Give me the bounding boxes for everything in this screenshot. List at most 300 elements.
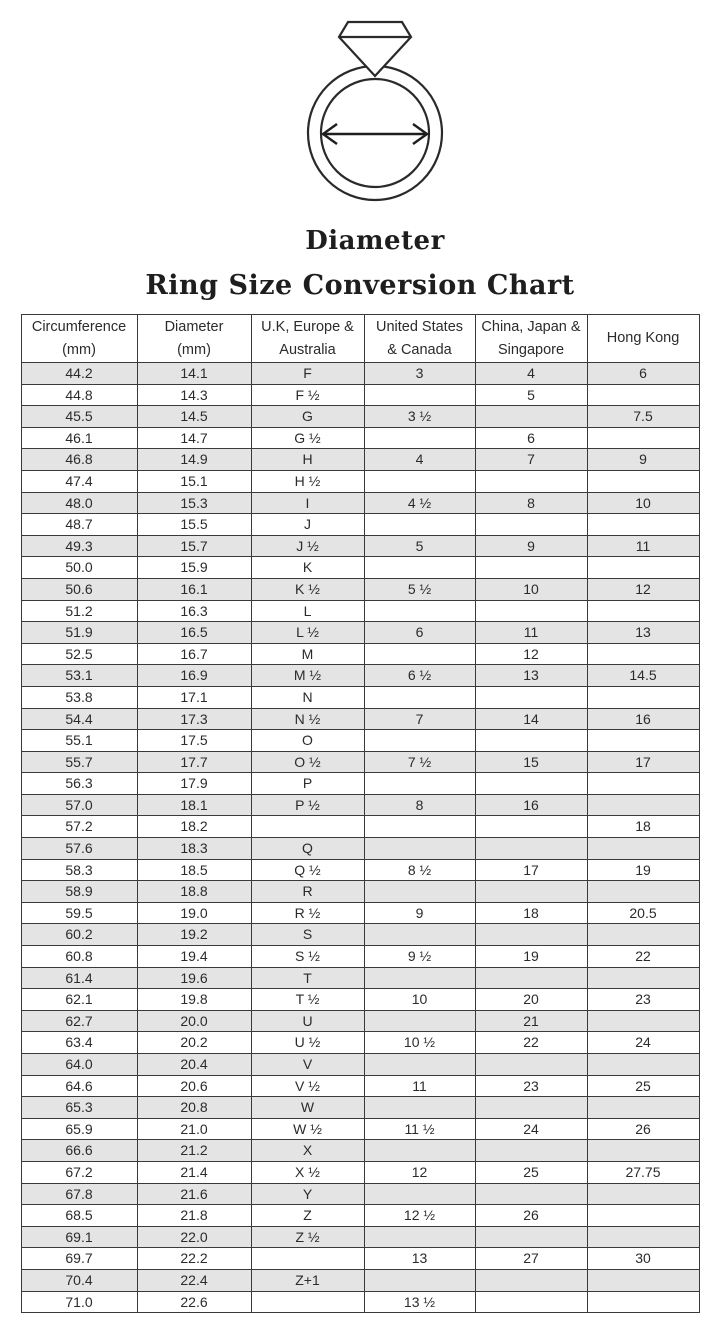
table-cell: 8 (364, 794, 475, 816)
table-cell: 19.6 (137, 967, 251, 989)
col-header-line: & Canada (387, 341, 452, 358)
table-cell (364, 470, 475, 492)
table-cell: 17.1 (137, 686, 251, 708)
table-cell: S ½ (251, 946, 364, 968)
table-cell (364, 1140, 475, 1162)
table-cell: Y (251, 1183, 364, 1205)
col-header-circumference-mm (21, 315, 137, 363)
table-cell (251, 1248, 364, 1270)
table-cell: H ½ (251, 470, 364, 492)
table-cell: 45.5 (21, 406, 137, 428)
table-cell: 20.8 (137, 1097, 251, 1119)
table-row (21, 449, 699, 471)
col-header-line: Singapore (497, 341, 565, 358)
table-cell (475, 816, 587, 838)
table-cell: 20.5 (587, 902, 699, 924)
table-row (21, 1291, 699, 1313)
table-cell: 71.0 (21, 1291, 137, 1313)
table-cell: 12 ½ (364, 1205, 475, 1227)
table-cell (475, 600, 587, 622)
table-cell: 65.9 (21, 1118, 137, 1140)
table-cell: 16.9 (137, 665, 251, 687)
ring-with-diamond-icon (287, 6, 463, 212)
table-cell: L ½ (251, 622, 364, 644)
table-cell (475, 557, 587, 579)
table-cell (364, 1097, 475, 1119)
table-cell: 13 (364, 1248, 475, 1270)
table-cell: 57.0 (21, 794, 137, 816)
table-cell: 15.9 (137, 557, 251, 579)
table-cell: 13 (475, 665, 587, 687)
col-header-line: U.K, Europe & (261, 318, 354, 335)
table-cell: R (251, 881, 364, 903)
table-cell: 16.3 (137, 600, 251, 622)
table-cell: N (251, 686, 364, 708)
table-cell: 46.1 (21, 427, 137, 449)
table-cell: V ½ (251, 1075, 364, 1097)
table-row (21, 1205, 699, 1227)
table-cell: 9 (475, 535, 587, 557)
table-cell (475, 773, 587, 795)
table-cell (587, 1205, 699, 1227)
table-cell: 12 (475, 643, 587, 665)
table-cell: U ½ (251, 1032, 364, 1054)
table-cell: M (251, 643, 364, 665)
diameter-arrow-icon (323, 124, 427, 144)
table-cell (475, 1054, 587, 1076)
table-row (21, 838, 699, 860)
table-cell: 63.4 (21, 1032, 137, 1054)
table-row (21, 1248, 699, 1270)
table-row (21, 902, 699, 924)
table-cell: V (251, 1054, 364, 1076)
table-cell: 19 (587, 859, 699, 881)
table-cell: 16 (587, 708, 699, 730)
table-cell: K (251, 557, 364, 579)
table-cell: 3 (364, 363, 475, 385)
table-body (21, 363, 699, 1313)
table-header-row (21, 315, 699, 363)
table-cell: 6 ½ (364, 665, 475, 687)
table-cell: 66.6 (21, 1140, 137, 1162)
table-cell (587, 1291, 699, 1313)
table-row (21, 989, 699, 1011)
table-cell (475, 967, 587, 989)
table-cell: 18.2 (137, 816, 251, 838)
table-row (21, 557, 699, 579)
table-cell: 12 (364, 1161, 475, 1183)
table-cell (364, 1226, 475, 1248)
table-cell: 47.4 (21, 470, 137, 492)
table-cell: 15.3 (137, 492, 251, 514)
table-cell: 57.2 (21, 816, 137, 838)
table-row (21, 1140, 699, 1162)
diameter-label: Diameter (305, 226, 445, 256)
table-cell: 14 (475, 708, 587, 730)
table-cell (587, 384, 699, 406)
table-cell (587, 600, 699, 622)
table-row (21, 1161, 699, 1183)
table-cell: 67.2 (21, 1161, 137, 1183)
table-row (21, 773, 699, 795)
table-cell (475, 470, 587, 492)
table-cell: Z+1 (251, 1269, 364, 1291)
table-row (21, 1183, 699, 1205)
table-cell: 55.1 (21, 730, 137, 752)
table-cell: 17.3 (137, 708, 251, 730)
col-header-line: United States (375, 318, 464, 335)
table-cell: 21.2 (137, 1140, 251, 1162)
col-header-line: (mm) (177, 341, 211, 358)
table-cell: Z (251, 1205, 364, 1227)
table-row (21, 924, 699, 946)
table-cell: 16.7 (137, 643, 251, 665)
table-cell (587, 686, 699, 708)
table-cell (587, 838, 699, 860)
page-title: Ring Size Conversion Chart (145, 270, 575, 301)
table-cell (364, 967, 475, 989)
table-cell: 8 (475, 492, 587, 514)
table-cell: 15.7 (137, 535, 251, 557)
table-cell (364, 881, 475, 903)
table-cell (587, 427, 699, 449)
table-cell: 11 ½ (364, 1118, 475, 1140)
table-row (21, 1054, 699, 1076)
ring-diagram (287, 6, 463, 212)
table-cell (475, 881, 587, 903)
table-row (21, 406, 699, 428)
table-cell: 14.5 (137, 406, 251, 428)
table-cell: X (251, 1140, 364, 1162)
table-cell (364, 600, 475, 622)
table-cell: 25 (475, 1161, 587, 1183)
table-cell: 5 (364, 535, 475, 557)
table-cell: 69.7 (21, 1248, 137, 1270)
table-row (21, 1032, 699, 1054)
ring-size-conversion-table (21, 314, 700, 1313)
table-cell: 9 (364, 902, 475, 924)
table-cell: 19.8 (137, 989, 251, 1011)
table-cell: 55.7 (21, 751, 137, 773)
table-cell: 48.7 (21, 514, 137, 536)
table-cell (587, 1183, 699, 1205)
table-cell: 8 ½ (364, 859, 475, 881)
table-cell (475, 1269, 587, 1291)
table-row (21, 492, 699, 514)
table-cell: 14.1 (137, 363, 251, 385)
col-header-line: Diameter (164, 318, 224, 335)
table-cell: 62.7 (21, 1010, 137, 1032)
table-cell: 46.8 (21, 449, 137, 471)
table-cell: 53.8 (21, 686, 137, 708)
table-cell: 15.5 (137, 514, 251, 536)
col-header-hong-kong (587, 315, 699, 363)
table-cell (587, 470, 699, 492)
table-row (21, 600, 699, 622)
table-cell (587, 730, 699, 752)
table-cell: 7 ½ (364, 751, 475, 773)
table-cell (251, 1291, 364, 1313)
table-row (21, 665, 699, 687)
table-cell (587, 967, 699, 989)
table-cell: 24 (475, 1118, 587, 1140)
table-cell: L (251, 600, 364, 622)
table-cell: 10 (587, 492, 699, 514)
table-cell (364, 643, 475, 665)
table-cell: 44.2 (21, 363, 137, 385)
table-cell: 6 (587, 363, 699, 385)
table-cell (587, 1269, 699, 1291)
table-cell (475, 1226, 587, 1248)
table-cell: 15.1 (137, 470, 251, 492)
table-cell: 20.0 (137, 1010, 251, 1032)
table-cell: W ½ (251, 1118, 364, 1140)
table-cell: 19.2 (137, 924, 251, 946)
table-cell: 16 (475, 794, 587, 816)
table-cell: 11 (587, 535, 699, 557)
table-cell: 20.6 (137, 1075, 251, 1097)
table-cell: 60.2 (21, 924, 137, 946)
table-cell: 12 (587, 578, 699, 600)
table-cell: W (251, 1097, 364, 1119)
table-cell: 60.8 (21, 946, 137, 968)
table-cell: 4 (364, 449, 475, 471)
col-header-china-japan-singapore (475, 315, 587, 363)
table-cell (475, 924, 587, 946)
table-cell (364, 1010, 475, 1032)
table-cell (364, 514, 475, 536)
table-cell: 10 (475, 578, 587, 600)
table-row (21, 363, 699, 385)
table-row (21, 427, 699, 449)
table-cell: 30 (587, 1248, 699, 1270)
col-header-uk-europe-australia (251, 315, 364, 363)
table-row (21, 643, 699, 665)
table-row (21, 622, 699, 644)
table-cell: 18.8 (137, 881, 251, 903)
table-cell (251, 816, 364, 838)
table-cell: 51.9 (21, 622, 137, 644)
table-cell: 18 (587, 816, 699, 838)
table-cell: 22 (587, 946, 699, 968)
table-cell (587, 1010, 699, 1032)
table-cell (364, 838, 475, 860)
table-cell: 15 (475, 751, 587, 773)
table-row (21, 751, 699, 773)
table-cell: 22.4 (137, 1269, 251, 1291)
table-cell (364, 924, 475, 946)
table-row (21, 881, 699, 903)
table-cell (587, 1226, 699, 1248)
table-cell: 27.75 (587, 1161, 699, 1183)
col-header-line: Hong Kong (606, 330, 680, 346)
table-cell: 50.6 (21, 578, 137, 600)
table-cell (587, 924, 699, 946)
table-cell: 26 (475, 1205, 587, 1227)
table-cell: 22.0 (137, 1226, 251, 1248)
table-cell (475, 514, 587, 536)
table-cell: 64.0 (21, 1054, 137, 1076)
table-cell (475, 406, 587, 428)
table-cell: 68.5 (21, 1205, 137, 1227)
table-cell (364, 384, 475, 406)
table-cell: 4 ½ (364, 492, 475, 514)
table-cell: 69.1 (21, 1226, 137, 1248)
table-cell: 27 (475, 1248, 587, 1270)
table-cell: 13 (587, 622, 699, 644)
table-cell: G ½ (251, 427, 364, 449)
table-row (21, 708, 699, 730)
table-row (21, 1075, 699, 1097)
table-cell: 65.3 (21, 1097, 137, 1119)
table-cell (475, 838, 587, 860)
table-cell: 20.4 (137, 1054, 251, 1076)
table-cell: 21.0 (137, 1118, 251, 1140)
table-row (21, 1010, 699, 1032)
table-cell: S (251, 924, 364, 946)
table-cell: 7 (364, 708, 475, 730)
table-cell: 22 (475, 1032, 587, 1054)
table-cell: 5 ½ (364, 578, 475, 600)
table-cell: 17.7 (137, 751, 251, 773)
table-cell: 48.0 (21, 492, 137, 514)
table-cell: M ½ (251, 665, 364, 687)
table-cell: 51.2 (21, 600, 137, 622)
table-cell: 25 (587, 1075, 699, 1097)
table-cell: 57.6 (21, 838, 137, 860)
table-cell: 9 (587, 449, 699, 471)
table-cell: J ½ (251, 535, 364, 557)
table-cell: 6 (364, 622, 475, 644)
table-cell: 16.1 (137, 578, 251, 600)
table-cell: 23 (587, 989, 699, 1011)
table-cell (587, 794, 699, 816)
table-cell: Q (251, 838, 364, 860)
table-cell: 10 ½ (364, 1032, 475, 1054)
table-cell: 11 (364, 1075, 475, 1097)
table-cell: 13 ½ (364, 1291, 475, 1313)
diamond-icon (339, 22, 411, 76)
table-cell: 62.1 (21, 989, 137, 1011)
table-row (21, 1226, 699, 1248)
table-cell (587, 1054, 699, 1076)
table-cell: 4 (475, 363, 587, 385)
table-cell (364, 1269, 475, 1291)
table-row (21, 1118, 699, 1140)
table-cell: 6 (475, 427, 587, 449)
table-cell: 20 (475, 989, 587, 1011)
table-cell: Q ½ (251, 859, 364, 881)
table-cell (587, 1097, 699, 1119)
table-cell: 17.5 (137, 730, 251, 752)
table-cell: O (251, 730, 364, 752)
table-row (21, 967, 699, 989)
table-cell: 67.8 (21, 1183, 137, 1205)
table-cell: 9 ½ (364, 946, 475, 968)
table-cell: 64.6 (21, 1075, 137, 1097)
table-cell (364, 773, 475, 795)
col-header-line: Circumference (31, 318, 127, 335)
table-row (21, 794, 699, 816)
table-cell: 14.5 (587, 665, 699, 687)
table-cell: Z ½ (251, 1226, 364, 1248)
table-cell: 21.6 (137, 1183, 251, 1205)
table-cell (364, 686, 475, 708)
table-cell: F (251, 363, 364, 385)
table-cell: 21.4 (137, 1161, 251, 1183)
table-cell: K ½ (251, 578, 364, 600)
table-cell: 18 (475, 902, 587, 924)
table-row (21, 816, 699, 838)
table-cell: 7 (475, 449, 587, 471)
table-row (21, 686, 699, 708)
table-cell (364, 1054, 475, 1076)
table-cell (364, 816, 475, 838)
table-row (21, 470, 699, 492)
table-cell: 59.5 (21, 902, 137, 924)
table-cell (364, 427, 475, 449)
col-header-united-states-canada (364, 315, 475, 363)
col-header-line: China, Japan & (481, 318, 581, 335)
table-row (21, 384, 699, 406)
table-cell: I (251, 492, 364, 514)
table-cell: 52.5 (21, 643, 137, 665)
table-cell: 44.8 (21, 384, 137, 406)
col-header-line: (mm) (62, 341, 96, 358)
table-cell: T ½ (251, 989, 364, 1011)
table-cell: P (251, 773, 364, 795)
table-cell (587, 557, 699, 579)
table-cell: 50.0 (21, 557, 137, 579)
table-row (21, 1097, 699, 1119)
table-cell (475, 730, 587, 752)
table-cell: 58.3 (21, 859, 137, 881)
table-cell: O ½ (251, 751, 364, 773)
table-cell: 21.8 (137, 1205, 251, 1227)
table-cell: 3 ½ (364, 406, 475, 428)
table-cell (475, 1097, 587, 1119)
table-cell: 19.4 (137, 946, 251, 968)
table-cell: 53.1 (21, 665, 137, 687)
table-cell (364, 557, 475, 579)
table-cell: 70.4 (21, 1269, 137, 1291)
table-cell: 18.1 (137, 794, 251, 816)
col-header-line: Australia (279, 341, 336, 358)
table-cell: 10 (364, 989, 475, 1011)
table-row (21, 535, 699, 557)
table-cell: H (251, 449, 364, 471)
table-cell: 17.9 (137, 773, 251, 795)
table-cell: F ½ (251, 384, 364, 406)
table-cell: 61.4 (21, 967, 137, 989)
table-cell: 7.5 (587, 406, 699, 428)
table-cell: 14.7 (137, 427, 251, 449)
table-cell: R ½ (251, 902, 364, 924)
table-cell: X ½ (251, 1161, 364, 1183)
table-row (21, 514, 699, 536)
table-row (21, 1269, 699, 1291)
table-row (21, 578, 699, 600)
table-cell: 23 (475, 1075, 587, 1097)
table-cell: 22.6 (137, 1291, 251, 1313)
table-cell: 26 (587, 1118, 699, 1140)
table-row (21, 730, 699, 752)
table-cell: P ½ (251, 794, 364, 816)
table-cell: 18.3 (137, 838, 251, 860)
table-cell: 49.3 (21, 535, 137, 557)
table-cell (475, 1140, 587, 1162)
col-header-diameter-mm (137, 315, 251, 363)
